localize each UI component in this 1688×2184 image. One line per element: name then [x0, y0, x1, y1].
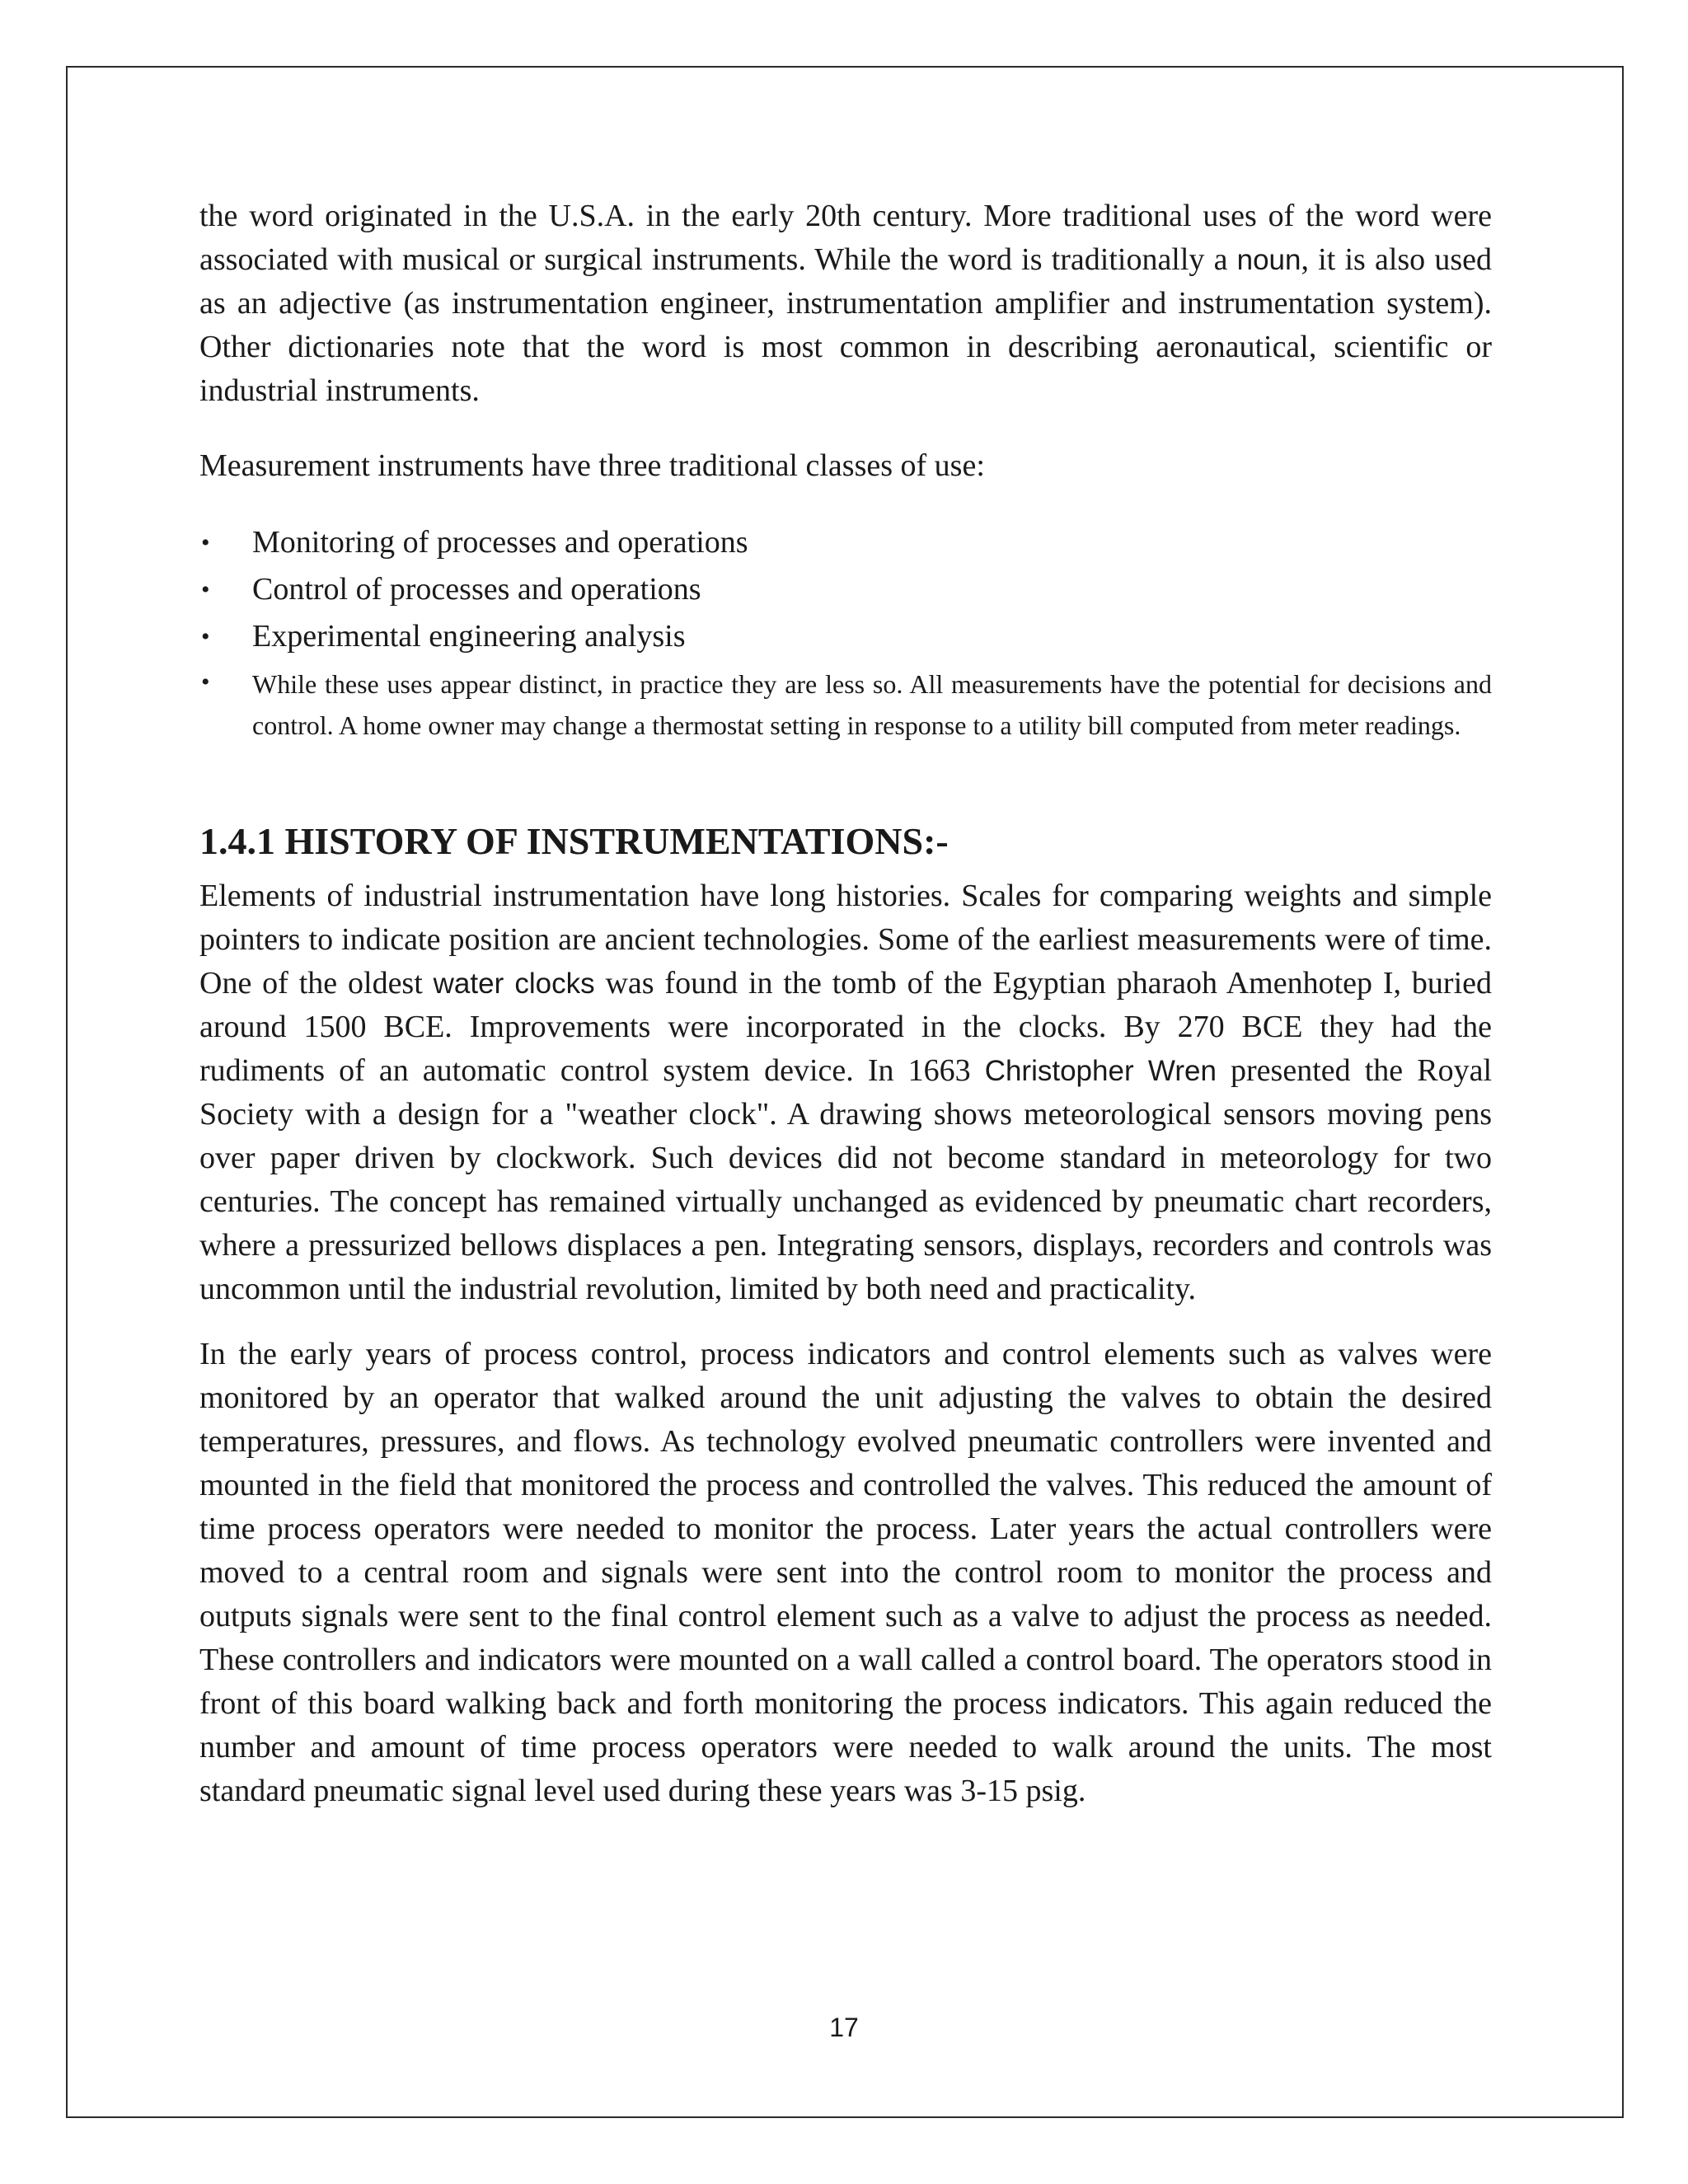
- bullet-icon: •: [201, 529, 210, 556]
- section-heading: 1.4.1 HISTORY OF INSTRUMENTATIONS:-: [199, 820, 949, 862]
- list-item-text: Monitoring of processes and operations: [252, 525, 748, 560]
- christopher-wren-link[interactable]: Christopher Wren: [984, 1055, 1217, 1087]
- list-item: [199, 519, 1492, 566]
- history-text-1: Elements of industrial instrumentation have long histories. Scales for comparing weights and simple pointers to indicate position are ancient technologies. Some of the earliest measurements were of time. One of the oldest: [199, 879, 1492, 1001]
- uses-list: [199, 519, 1492, 746]
- list-item: [199, 566, 1492, 613]
- list-item-text: Experimental engineering analysis: [252, 619, 686, 654]
- bullet-icon: •: [201, 668, 210, 696]
- intro-text-2: , it is also used as an adjective (as instrumentation engineer, instrumentation amplifier and instrumentation system). Other dictionaries note that the word is most common in describing aeronautical, scientific or industrial instruments.: [199, 242, 1492, 408]
- page-content: [199, 194, 1492, 1813]
- process-control-paragraph: In the early years of process control, process indicators and control elements such as valves were monitored by an operator that walked around the unit adjusting the valves to obtain the desired temperatures, pressures, and flows. As technology evolved pneumatic controllers were invented and mounted in the field that monitored the process and controlled the valves. This reduced the amount of time process operators were needed to monitor the process. Later years the actual controllers were moved to a central room and signals were sent into the control room to monitor the process and outputs signals were sent to the final control element such as a valve to adjust the process as needed. These controllers and indicators were mounted on a wall called a control board. The operators stood in front of this board walking back and forth monitoring the process indicators. This again reduced the number and amount of time process operators were needed to walk around the units. The most standard pneumatic signal level used during these years was 3-15 psig.: [199, 1337, 1492, 1808]
- list-item-text: Control of processes and operations: [252, 572, 701, 607]
- list-item-text: While these uses appear distinct, in practice they are less so. All measurements have the potential for decisions and control. A home owner may change a thermostat setting in response to a utility bill computed from meter readings.: [252, 669, 1492, 740]
- history-text-3: presented the Royal Society with a design for a "weather clock". A drawing shows meteorological sensors moving pens over paper driven by clockwork. Such devices did not become standard in meteorology for two centuries. The concept has remained virtually unchanged as evidenced by pneumatic chart recorders, where a pressurized bellows displaces a pen. Integrating sensors, displays, recorders and controls was uncommon until the industrial revolution, limited by both need and practicality.: [199, 1053, 1492, 1306]
- bullet-icon: •: [201, 576, 210, 603]
- history-text-2: was found in the tomb of the Egyptian pharaoh Amenhotep I, buried around 1500 BCE. Improvements were incorporated in the clocks. By 270 BCE they had the rudiments of an automatic control system device. In 1663: [199, 966, 1493, 1088]
- intro-paragraph: [199, 194, 1492, 413]
- list-item: [199, 663, 1492, 746]
- intro-text-1: the word originated in the U.S.A. in the early 20th century. More traditional uses of the word were associated with musical or surgical instruments. While the word is traditionally a: [199, 199, 1492, 277]
- bullet-icon: •: [201, 623, 210, 650]
- water-clocks-link[interactable]: water clocks: [433, 968, 595, 1000]
- noun-link[interactable]: noun: [1236, 244, 1301, 276]
- history-paragraph: [199, 874, 1492, 1311]
- classes-intro: Measurement instruments have three traditional classes of use:: [199, 448, 985, 483]
- list-item: [199, 613, 1492, 660]
- page-number: 17: [829, 2013, 859, 2042]
